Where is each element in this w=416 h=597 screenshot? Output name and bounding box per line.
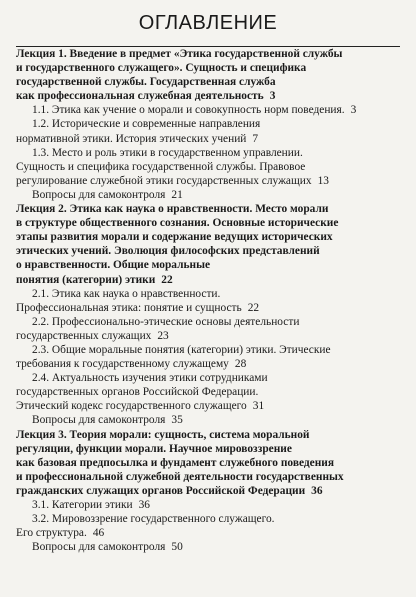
- toc-entry-last-line: [16, 413, 400, 427]
- toc-entry-last-line: [16, 399, 400, 413]
- toc-entry-line: регуляции, функции морали. Научное мировоззрение: [16, 442, 292, 455]
- page-title: ОГЛАВЛЕНИЕ: [138, 12, 278, 34]
- toc-page-number: 50: [171, 541, 183, 554]
- toc-entry-line: Лекция 1. Введение в предмет «Этика государственной службы: [16, 48, 343, 60]
- toc-page-number: 23: [157, 329, 169, 342]
- toc-page-number: 7: [252, 132, 259, 145]
- toc-entry-last-line: [16, 301, 400, 315]
- toc-entry-last-line: [16, 498, 400, 512]
- toc-page-number: 36: [138, 499, 150, 511]
- toc-entry-last-line: [16, 526, 400, 540]
- toc-page-number: 35: [171, 414, 183, 427]
- toc-entry-last-line: [16, 484, 400, 498]
- toc-page-number: 22: [161, 273, 173, 286]
- toc-entry-q3: [16, 540, 400, 554]
- toc-entry-text: регулирование служебной этики государственных служащих: [16, 174, 312, 187]
- toc-entry-last-line: [16, 188, 400, 202]
- toc-entry-line: в структуре общественного сознания. Основные исторические: [16, 217, 339, 230]
- toc-entry-line: 2.4. Актуальность изучения этики сотрудниками: [32, 372, 268, 385]
- toc-entry-s31: [16, 498, 400, 512]
- toc-entry-text: Вопросы для самоконтроля: [32, 541, 166, 554]
- toc-entry-text: Профессиональная этика: понятие и сущность: [16, 301, 242, 314]
- toc-entry-text: Его структура.: [16, 527, 87, 540]
- toc-entry-line: и государственного служащего». Сущность и специфика: [16, 62, 307, 75]
- toc-entry-text: нормативной этики. История этических учений: [16, 132, 247, 145]
- toc-page-number: 28: [234, 358, 247, 371]
- toc-entry-q1: [16, 188, 400, 202]
- toc-entry-text: понятия (категории) этики: [16, 273, 156, 286]
- toc-entry-line: 1.2. Исторические и современные направления: [32, 118, 261, 131]
- toc-entry-last-line: [16, 132, 400, 146]
- toc-entry-l2: [16, 202, 400, 287]
- toc-entry-last-line: [16, 89, 400, 103]
- toc-entry-l3: [16, 428, 400, 498]
- toc-entry-text: Вопросы для самоконтроля: [32, 414, 166, 427]
- toc-entry-s21: [16, 287, 400, 315]
- toc-entry-text: государственных служащих: [16, 329, 152, 342]
- toc-entry-last-line: [16, 103, 400, 117]
- toc-entry-last-line: [16, 357, 400, 371]
- toc-entry-last-line: [16, 174, 400, 188]
- toc-entry-line: 2.2. Профессионально-этические основы деятельности: [32, 315, 300, 328]
- toc-entry-line: о нравственности. Общие моральные: [16, 259, 211, 272]
- toc-entry-last-line: [16, 273, 400, 287]
- toc-page-number: 21: [171, 188, 183, 201]
- toc-entry-line: 1.3. Место и роль этики в государственном управлении.: [32, 146, 303, 159]
- table-of-contents: [16, 47, 400, 554]
- toc-entry-line: государственных органов Российской Федерации.: [16, 386, 259, 399]
- toc-page-number: 22: [247, 301, 260, 314]
- toc-entry-s12: [16, 117, 400, 145]
- toc-entry-text: требования к государственному служащему: [16, 358, 229, 371]
- toc-entry-text: Этический кодекс государственного служащего: [16, 400, 247, 413]
- toc-entry-line: 2.3. Общие моральные понятия (категории) этики. Этические: [32, 343, 331, 356]
- toc-page-number: 46: [92, 527, 105, 540]
- toc-entry-line: и профессиональной служебной деятельности государственных: [16, 470, 344, 483]
- toc-entry-last-line: [16, 329, 400, 343]
- toc-entry-text: как профессиональная служебная деятельность: [16, 90, 264, 103]
- toc-entry-s32: [16, 512, 400, 540]
- toc-page: [16, 6, 400, 554]
- toc-entry-l1: [16, 47, 400, 103]
- toc-entry-line: 3.2. Мировоззрение государственного служащего.: [32, 513, 275, 526]
- toc-entry-s23: [16, 343, 400, 371]
- toc-entry-last-line: [16, 540, 400, 554]
- toc-entry-s22: [16, 315, 400, 343]
- toc-entry-line: как базовая предпосылка и фундамент служебного поведения: [16, 456, 334, 469]
- toc-page-number: 3: [269, 90, 276, 103]
- toc-entry-text: гражданских служащих органов Российской Федерации: [16, 484, 306, 497]
- toc-page-number: 3: [350, 104, 357, 117]
- toc-entry-line: государственной службы. Государственная служба: [16, 76, 276, 89]
- toc-entry-line: Лекция 3. Теория морали: сущность, система моральной: [16, 428, 310, 441]
- toc-page-number: 36: [311, 484, 323, 497]
- toc-entry-line: Лекция 2. Этика как наука о нравственности. Место морали: [16, 203, 329, 216]
- toc-entry-s13: [16, 146, 400, 188]
- toc-entry-line: Сущность и специфика государственной службы. Правовое: [16, 160, 306, 173]
- toc-entry-line: этических учений. Эволюция философских представлений: [16, 245, 320, 258]
- toc-entry-text: 1.1. Этика как учение о морали и совокупность норм поведения.: [32, 104, 345, 117]
- toc-entry-s24: [16, 371, 400, 413]
- toc-page-number: 13: [317, 174, 329, 187]
- toc-entry-q2: [16, 413, 400, 427]
- toc-entry-line: этапы развития морали и содержание ведущих исторических: [16, 231, 333, 244]
- toc-entry-text: Вопросы для самоконтроля: [32, 188, 166, 201]
- toc-entry-s11: [16, 103, 400, 117]
- toc-entry-text: 3.1. Категории этики: [32, 499, 133, 511]
- toc-page-number: 31: [252, 400, 265, 413]
- toc-entry-line: 2.1. Этика как наука о нравственности.: [32, 287, 221, 300]
